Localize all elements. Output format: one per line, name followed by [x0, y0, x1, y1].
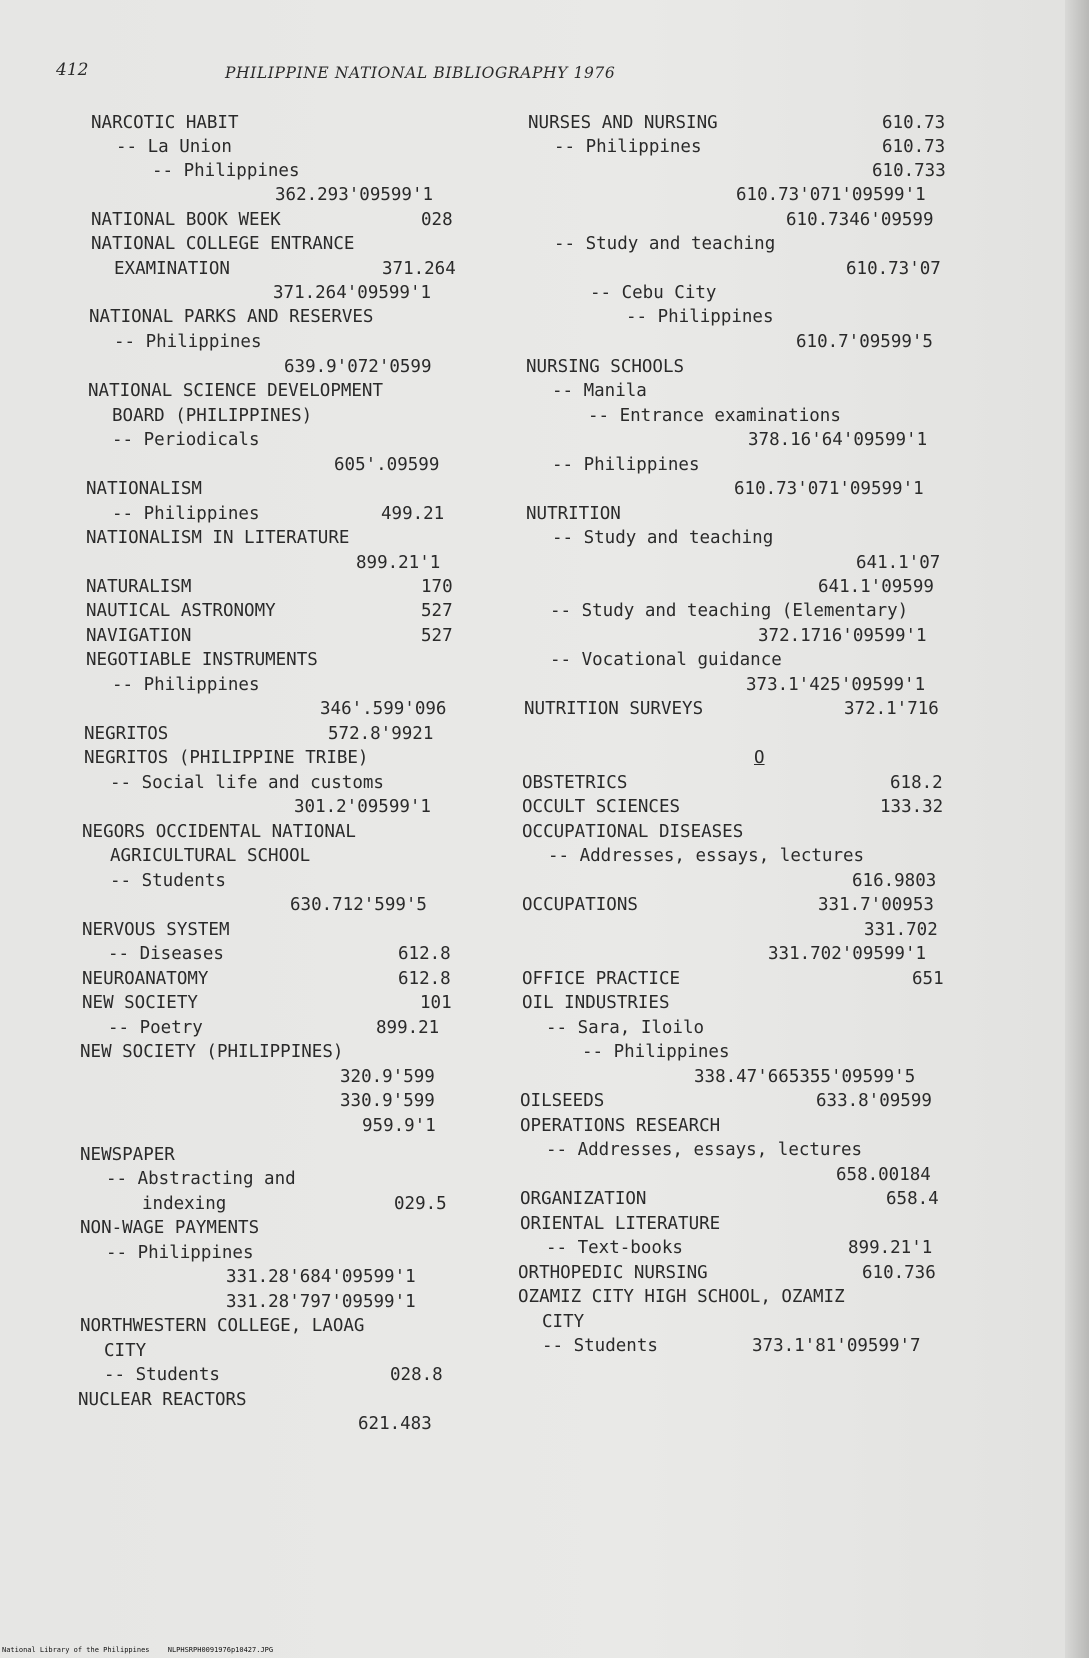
index-entry: NON-WAGE PAYMENTS	[80, 1218, 260, 1238]
class-number: 612.8	[398, 969, 451, 989]
index-entry: NURSING SCHOOLS	[526, 357, 685, 377]
index-entry: NUTRITION SURVEYS	[524, 699, 704, 719]
index-entry: 616.9803	[852, 871, 937, 891]
index-entry: 959.9'1	[362, 1116, 436, 1136]
index-entry: 630.712'599'5	[290, 895, 427, 915]
index-entry: 371.264'09599'1	[273, 283, 432, 303]
class-number: 028.8	[390, 1365, 443, 1385]
class-number: 618.2	[890, 773, 943, 793]
index-entry: 301.2'09599'1	[294, 797, 431, 817]
index-entry: OCCULT SCIENCES	[522, 797, 681, 817]
index-entry: -- Students	[542, 1336, 658, 1356]
index-entry: 372.1716'09599'1	[758, 626, 927, 646]
class-number: 610.736	[862, 1263, 936, 1283]
index-entry: -- Philippines	[554, 137, 702, 157]
index-entry: -- Study and teaching	[552, 528, 774, 548]
class-number: 331.7'00953	[818, 895, 934, 915]
index-entry: -- Addresses, essays, lectures	[548, 846, 865, 866]
class-number: 499.21	[381, 504, 445, 524]
class-number: 029.5	[394, 1194, 447, 1214]
index-entry: CITY	[104, 1341, 147, 1361]
index-entry: 331.28'797'09599'1	[226, 1292, 416, 1312]
index-entry: -- Vocational guidance	[550, 650, 782, 670]
index-entry: 639.9'072'0599	[284, 357, 432, 377]
index-entry: BOARD (PHILIPPINES)	[112, 406, 313, 426]
index-entry: NEW SOCIETY (PHILIPPINES)	[80, 1042, 344, 1062]
index-entry: OFFICE PRACTICE	[522, 969, 681, 989]
running-title: PHILIPPINE NATIONAL BIBLIOGRAPHY 1976	[225, 64, 616, 82]
index-entry: 378.16'64'09599'1	[748, 430, 928, 450]
index-entry: -- Philippines	[112, 504, 260, 524]
index-entry: OCCUPATIONAL DISEASES	[522, 822, 744, 842]
index-entry: ORGANIZATION	[520, 1189, 647, 1209]
index-entry: NEGOTIABLE INSTRUMENTS	[86, 650, 318, 670]
index-entry: 330.9'599	[340, 1091, 435, 1111]
index-entry: ORTHOPEDIC NURSING	[518, 1263, 708, 1283]
class-number: 641.1'07	[856, 553, 941, 573]
index-entry: -- Abstracting and	[106, 1169, 296, 1189]
index-entry: NURSES AND NURSING	[528, 113, 718, 133]
class-number: 527	[421, 626, 453, 646]
index-entry: NUTRITION	[526, 504, 621, 524]
index-entry: -- Poetry	[108, 1018, 203, 1038]
index-entry: NEGRITOS (PHILIPPINE TRIBE)	[84, 748, 369, 768]
index-entry: -- Manila	[552, 381, 647, 401]
index-entry: NEUROANATOMY	[82, 969, 209, 989]
index-entry: -- Students	[104, 1365, 220, 1385]
index-entry: NATIONAL SCIENCE DEVELOPMENT	[88, 381, 384, 401]
index-entry: -- Study and teaching (Elementary)	[550, 601, 909, 621]
index-entry: OPERATIONS RESEARCH	[520, 1116, 721, 1136]
index-entry: OIL INDUSTRIES	[522, 993, 670, 1013]
page-edge	[1065, 0, 1089, 1658]
index-entry: NAVIGATION	[86, 626, 192, 646]
index-entry: 331.702'09599'1	[768, 944, 927, 964]
index-entry: -- Philippines	[106, 1243, 254, 1263]
class-number: 133.32	[880, 797, 944, 817]
class-number: 371.264	[382, 259, 456, 279]
index-entry: -- Periodicals	[112, 430, 260, 450]
class-number: 633.8'09599	[816, 1091, 932, 1111]
index-entry: 373.1'425'09599'1	[746, 675, 926, 695]
index-entry: NEW SOCIETY	[82, 993, 198, 1013]
footer-library: National Library of the Philippines	[2, 1646, 150, 1654]
class-number: 101	[420, 993, 452, 1013]
index-entry: NERVOUS SYSTEM	[82, 920, 230, 940]
index-entry: NARCOTIC HABIT	[91, 113, 239, 133]
class-number: 572.8'9921	[328, 724, 434, 744]
index-entry: 320.9'599	[340, 1067, 435, 1087]
index-entry: 658.00184	[836, 1165, 931, 1185]
index-entry: -- Students	[110, 871, 226, 891]
class-number: 899.21'1	[848, 1238, 933, 1258]
index-entry: NATIONAL COLLEGE ENTRANCE	[91, 234, 355, 254]
class-number: 610.73'07	[846, 259, 941, 279]
index-entry: 605'.09599	[334, 455, 440, 475]
index-entry: -- Philippines	[114, 332, 262, 352]
index-entry: -- Entrance examinations	[588, 406, 841, 426]
index-entry: -- Sara, Iloilo	[546, 1018, 705, 1038]
index-entry: ORIENTAL LITERATURE	[520, 1214, 721, 1234]
class-number: 899.21	[376, 1018, 440, 1038]
footer-filename: NLPHSRPH0091976p10427.JPG	[167, 1646, 274, 1654]
index-entry: NEWSPAPER	[80, 1145, 175, 1165]
index-entry: NATIONAL BOOK WEEK	[91, 210, 281, 230]
index-entry: NEGORS OCCIDENTAL NATIONAL	[82, 822, 356, 842]
index-entry: EXAMINATION	[114, 259, 230, 279]
index-entry: 338.47'665355'09599'5	[694, 1067, 916, 1087]
class-number: 610.733	[872, 161, 946, 181]
index-entry: -- Text-books	[546, 1238, 683, 1258]
page-number: 412	[56, 60, 89, 80]
index-entry: -- Study and teaching	[554, 234, 776, 254]
class-number: 170	[421, 577, 453, 597]
index-entry: indexing	[142, 1194, 227, 1214]
index-entry: -- Philippines	[582, 1042, 730, 1062]
index-entry: -- Diseases	[108, 944, 224, 964]
index-entry: -- Philippines	[552, 455, 700, 475]
index-entry: -- Addresses, essays, lectures	[546, 1140, 863, 1160]
class-number: 612.8	[398, 944, 451, 964]
index-entry: 610.73'071'09599'1	[734, 479, 924, 499]
class-number: 610.7'09599'5	[796, 332, 933, 352]
index-entry: -- Philippines	[152, 161, 300, 181]
index-entry: OILSEEDS	[520, 1091, 605, 1111]
class-number: 658.4	[886, 1189, 939, 1209]
index-entry: OBSTETRICS	[522, 773, 628, 793]
index-entry: 899.21'1	[356, 553, 441, 573]
index-entry: 346'.599'096	[320, 699, 447, 719]
index-entry: NAUTICAL ASTRONOMY	[86, 601, 276, 621]
index-entry: -- Philippines	[626, 307, 774, 327]
index-entry: NEGRITOS	[84, 724, 169, 744]
index-entry: AGRICULTURAL SCHOOL	[110, 846, 311, 866]
index-entry: CITY	[542, 1312, 585, 1332]
class-number: 610.73	[882, 137, 946, 157]
class-number: 527	[421, 601, 453, 621]
index-entry: -- Social life and customs	[110, 773, 384, 793]
class-number: 641.1'09599	[818, 577, 934, 597]
class-number: 028	[421, 210, 453, 230]
class-number: 651	[912, 969, 944, 989]
class-number: 610.73'071'09599'1	[736, 185, 926, 205]
scan-footer	[2, 1646, 273, 1654]
index-entry: NORTHWESTERN COLLEGE, LAOAG	[80, 1316, 365, 1336]
index-entry: -- Cebu City	[590, 283, 717, 303]
index-entry: -- La Union	[116, 137, 232, 157]
class-number: 610.7346'09599	[786, 210, 934, 230]
index-entry: -- Philippines	[112, 675, 260, 695]
index-entry: NATIONALISM IN LITERATURE	[86, 528, 350, 548]
class-number: 610.73	[882, 113, 946, 133]
index-entry: 331.28'684'09599'1	[226, 1267, 416, 1287]
index-entry: NATIONAL PARKS AND RESERVES	[89, 307, 374, 327]
index-entry: O	[754, 748, 765, 768]
index-entry: 331.702	[864, 920, 938, 940]
index-entry: NATIONALISM	[86, 479, 202, 499]
class-number: 373.1'81'09599'7	[752, 1336, 921, 1356]
index-entry: OCCUPATIONS	[522, 895, 638, 915]
index-entry: OZAMIZ CITY HIGH SCHOOL, OZAMIZ	[518, 1287, 845, 1307]
index-entry: 621.483	[358, 1414, 432, 1434]
class-number: 372.1'716	[844, 699, 939, 719]
index-entry: NUCLEAR REACTORS	[78, 1390, 247, 1410]
index-entry: 362.293'09599'1	[275, 185, 434, 205]
index-entry: NATURALISM	[86, 577, 192, 597]
